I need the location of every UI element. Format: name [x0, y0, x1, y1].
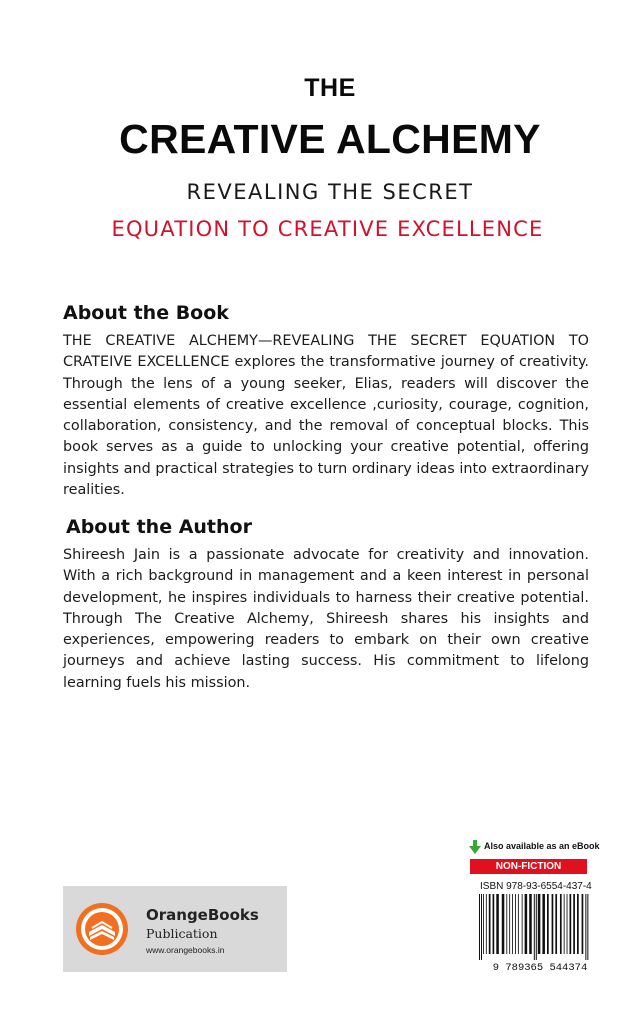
subtitle-line-1: REVEALING THE SECRET — [186, 180, 474, 204]
barcode-bar — [493, 894, 495, 954]
barcode-bar — [582, 894, 584, 954]
barcode-bar — [573, 894, 575, 954]
barcode-bar — [525, 894, 528, 954]
down-arrow-icon — [469, 840, 481, 854]
about-book-heading: About the Book — [63, 302, 229, 324]
barcode-bar — [489, 894, 491, 954]
genre-badge: NON-FICTION — [470, 859, 587, 874]
about-author-heading: About the Author — [66, 516, 252, 538]
ebook-note: Also available as an eBook — [484, 841, 600, 851]
book-title: CREATIVE ALCHEMY — [119, 116, 541, 162]
barcode-bar — [483, 894, 484, 954]
barcode-bar — [506, 894, 507, 954]
title-prefix: THE — [304, 74, 356, 102]
about-author-text: Shireesh Jain is a passionate advocate for creativity and innovation. With a rich background in management and a keen interest in personal development, he inspires individuals to harness their creative potential. Through The Creative Alchemy, Shireesh shares his insights and experiences, empowering readers to embark on their own creative journeys and achieve lasting success. His commitment to lifelong learning fuels his mission. — [63, 547, 589, 691]
barcode-bar — [529, 894, 532, 954]
publisher-subtitle: Publication — [146, 926, 218, 941]
barcode-bar — [547, 894, 549, 954]
barcode-bar — [522, 894, 523, 954]
barcode-bar — [577, 894, 579, 954]
isbn-barcode — [469, 894, 611, 972]
isbn-label: ISBN 978-93-6554-437-4 — [480, 881, 592, 892]
barcode-bar — [552, 894, 554, 954]
barcode-bar — [542, 894, 545, 954]
barcode-bar — [509, 894, 510, 954]
publisher-panel — [63, 886, 287, 972]
barcode-bar — [570, 894, 572, 954]
subtitle-line-2: EQUATION TO CREATIVE EXCELLENCE — [111, 217, 544, 241]
barcode-bars — [479, 894, 588, 960]
barcode-bar — [518, 894, 519, 954]
barcode-digits: 9 789365 544374 — [492, 962, 588, 972]
barcode-bar — [481, 894, 482, 960]
publisher-name: OrangeBooks — [146, 906, 259, 924]
barcode-bar — [564, 894, 565, 954]
barcode-bar — [560, 894, 562, 954]
publisher-url: www.orangebooks.in — [146, 945, 225, 955]
barcode-bar — [538, 894, 541, 954]
barcode-bar — [536, 894, 537, 960]
barcode-bar — [486, 894, 487, 954]
barcode-bar — [515, 894, 516, 954]
barcode-bar — [585, 894, 586, 960]
barcode-bar — [567, 894, 568, 954]
barcode-bar — [555, 894, 557, 954]
barcode-bar — [479, 894, 480, 960]
barcode-bar — [534, 894, 535, 960]
barcode-bar — [587, 894, 588, 960]
orangebooks-logo-icon — [75, 902, 129, 956]
barcode-bar — [496, 894, 499, 954]
barcode-bar — [512, 894, 513, 954]
barcode-bar — [502, 894, 505, 954]
ebook-availability — [469, 840, 609, 854]
about-book-text: THE CREATIVE ALCHEMY—REVEALING THE SECRET EQUATION TO CRATEIVE EXCELLENCE explores the transformative journey of creativity. Through the lens of a young seeker, Elias, readers will discover the essential elements of creative excellence ,curiosity, courage, cognition, collaboration, consistency, and the removal of conceptual blocks. This book serves as a guide to unlocking your creative potential, offering insights and practical strategies to turn ordinary ideas into extraordinary realities. — [63, 333, 589, 499]
